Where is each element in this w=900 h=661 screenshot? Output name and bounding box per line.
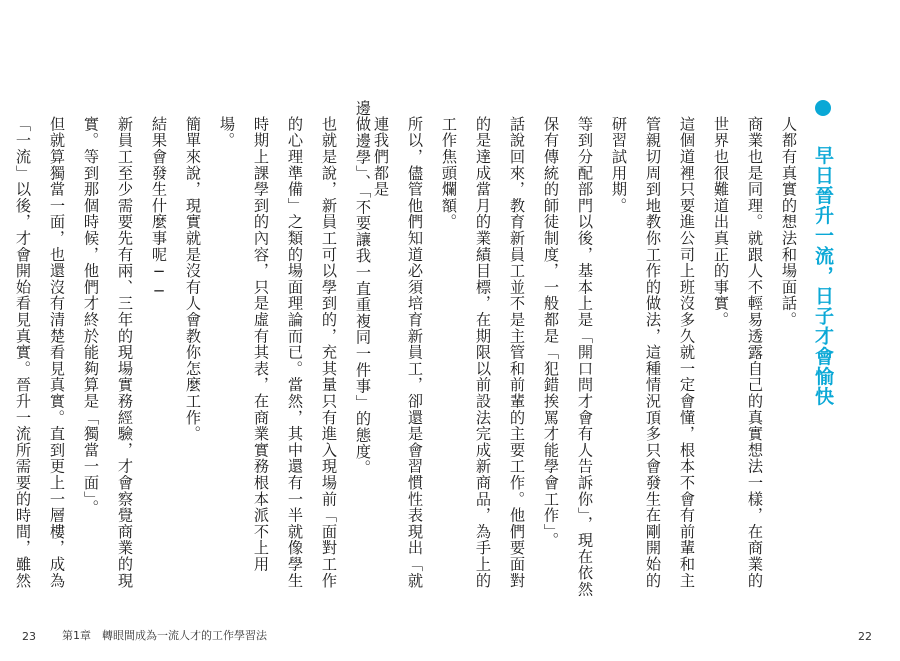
paragraph: 新員工至少需要先有兩、三年的現場實務經驗，才會察覺商業的現實。等到那個時候，他們才終於能夠算是「獨當一面」。 <box>82 115 134 589</box>
left-page <box>0 0 430 661</box>
section-heading <box>806 100 840 600</box>
paragraph: 話說回來，教育新員工並不是主管和前輩的主要工作。他們要面對的是達成當月的業績目標，在期限以前設法完成新商品，為手上的工作焦頭爛額。 <box>440 115 526 589</box>
paragraph: 所以，儘管他們知道必須培育新員工，卻還是會習慣性表現出「就連我們都是 <box>372 115 424 589</box>
right-page <box>372 0 900 661</box>
paragraph: 邊做邊學」、「不要讓我一直重複同一件事」的態度。 <box>354 100 372 476</box>
circle-bullet-icon <box>815 100 831 116</box>
paragraph: 等到分配部門以後，基本上是「開口問才會有人告訴你」，現在依然保有傳統的師徒制度，一般都是「犯錯挨罵才能學會工作」。 <box>542 115 594 598</box>
paragraph: 簡單來說，現實就是沒有人會教你怎麼工作。 <box>184 115 202 442</box>
paragraph: 結果會發生什麼事呢── <box>150 115 168 301</box>
paragraph: 人都有真實的想法和場面話。 <box>780 115 798 328</box>
running-head: 第1章 轉眼間成為一流人才的工作學習法 <box>62 629 267 642</box>
page-number: 22 <box>858 630 872 643</box>
paragraph: 也就是說，新員工可以學到的，充其量只有進入現場前「面對工作的心理準備」之類的場面理論而已。當然，其中還有一半就像學生時期上課學到的內容，只是虛有其表，在商業實務根本派不上用場。 <box>218 115 338 589</box>
left-page-text <box>0 100 380 600</box>
paragraph: 這個道裡只要進公司上班沒多久就一定會懂，根本不會有前輩和主管親切周到地教你工作的做法，這種情況頂多只會發生在剛開始的研習試用期。 <box>610 115 696 589</box>
paragraph: 商業也是同理。就跟人不輕易透露自己的真實想法一樣，在商業的世界也很難道出真正的事實。 <box>712 115 764 589</box>
section-heading-text: 早日晉升一流，日子才會愉快 <box>812 145 834 407</box>
right-page-text <box>364 100 840 600</box>
paragraph: 但就算獨當一面，也還沒有清楚看見真實。直到更上一層樓，成為「一流」以後，才會開始看見真實。晉升一流所需要的時間，雖然 <box>14 115 66 589</box>
page-number: 23 <box>22 630 36 643</box>
